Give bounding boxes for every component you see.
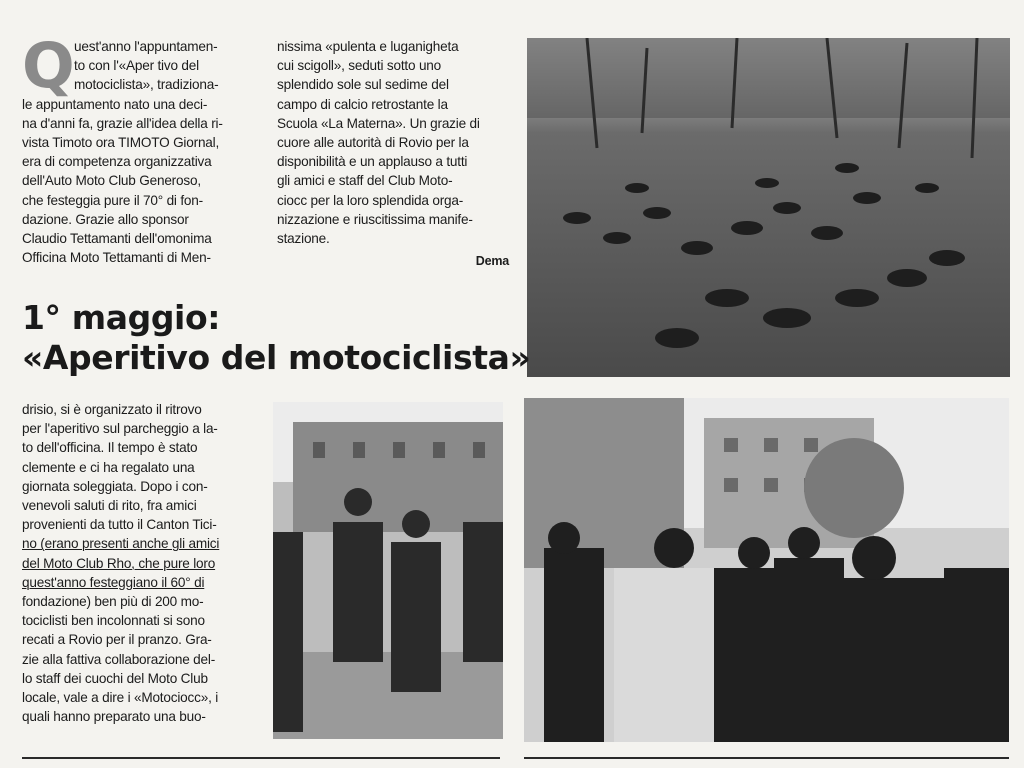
text-line: provenienti da tutto il Canton Tici-	[22, 517, 217, 533]
photo-group-buildings	[524, 398, 1009, 742]
author-signature: Dema	[475, 254, 509, 269]
article-column-2	[277, 37, 509, 271]
text-line: quali hanno preparato una buo-	[22, 709, 206, 725]
bottom-rule-right	[524, 757, 1009, 759]
article-title	[22, 298, 530, 378]
text-line-underlined: quest'anno festeggiano il 60° di	[22, 574, 205, 590]
title-line-2: «Aperitivo del motociclista»	[22, 338, 531, 377]
text-line: to dell'officina. Il tempo è stato	[22, 440, 198, 456]
text-line: tociclisti ben incolonnati si sono	[22, 613, 205, 629]
text-line: Officina Moto Tettamanti di Men-	[22, 250, 211, 266]
text-line: drisio, si è organizzato il ritrovo	[22, 402, 202, 417]
text-line: per l'aperitivo sul parcheggio a la-	[22, 421, 218, 437]
text-line: le appuntamento nato una deci-	[22, 96, 208, 112]
text-line: nissima «pulenta e luganigheta	[277, 39, 459, 54]
article-column-1	[22, 29, 262, 267]
title-line-1: 1° maggio:	[22, 298, 221, 337]
text-line-underlined: del Moto Club Rho, che pure loro	[22, 555, 216, 571]
drop-cap: Q	[22, 29, 75, 102]
text-line: giornata soleggiata. Dopo i con-	[22, 478, 208, 494]
text-line: cui scigoll», seduti sotto uno	[277, 58, 442, 74]
text-line: dell'Auto Moto Club Generoso,	[22, 173, 201, 189]
article-column-3	[22, 400, 262, 726]
text-line: che festeggia pure il 70° di fon-	[22, 192, 203, 208]
photo-two-men-parking	[273, 402, 503, 739]
text-line: uest'anno l'appuntamen-	[74, 39, 218, 54]
text-line: ciocc per la loro splendida orga-	[277, 192, 464, 208]
text-line: nizzazione e riuscitissima manife-	[277, 211, 473, 227]
text-line: dazione. Grazie allo sponsor	[22, 211, 189, 227]
text-line: locale, vale a dire i «Motociocc», i	[22, 690, 219, 706]
text-line: to con l'«Aper tivo del	[74, 58, 199, 74]
text-line: vista Timoto ora TIMOTO Giornal,	[22, 135, 220, 151]
text-line: splendido sole sul sedime del	[277, 77, 449, 93]
text-line: gli amici e staff del Club Moto-	[277, 173, 453, 189]
text-line: clemente e ci ha regalato una	[22, 459, 195, 475]
text-line: era di competenza organizzativa	[22, 154, 212, 170]
text-line: cuore alle autorità di Rovio per la	[277, 135, 469, 151]
text-line: Claudio Tettamanti dell'omonima	[22, 231, 212, 247]
text-line: zie alla fattiva collaborazione del-	[22, 651, 216, 667]
text-line-underlined: no (erano presenti anche gli amici	[22, 536, 220, 552]
text-line: na d'anni fa, grazie all'idea della ri-	[22, 115, 223, 131]
text-line: motociclista», tradiziona-	[74, 77, 219, 93]
text-line: campo di calcio retrostante la	[277, 96, 448, 112]
bottom-rule-left	[22, 757, 500, 759]
text-line: disponibilità e un applauso a tutti	[277, 154, 468, 170]
text-line: fondazione) ben più di 200 mo-	[22, 594, 204, 610]
photo-motorcycles-field	[527, 38, 1010, 377]
text-line: venevoli saluti di rito, fra amici	[22, 498, 197, 514]
text-line: stazione.	[277, 231, 330, 247]
text-line: recati a Rovio per il pranzo. Gra-	[22, 632, 212, 648]
text-line: lo staff dei cuochi del Moto Club	[22, 670, 208, 686]
text-line: Scuola «La Materna». Un grazie di	[277, 115, 480, 131]
